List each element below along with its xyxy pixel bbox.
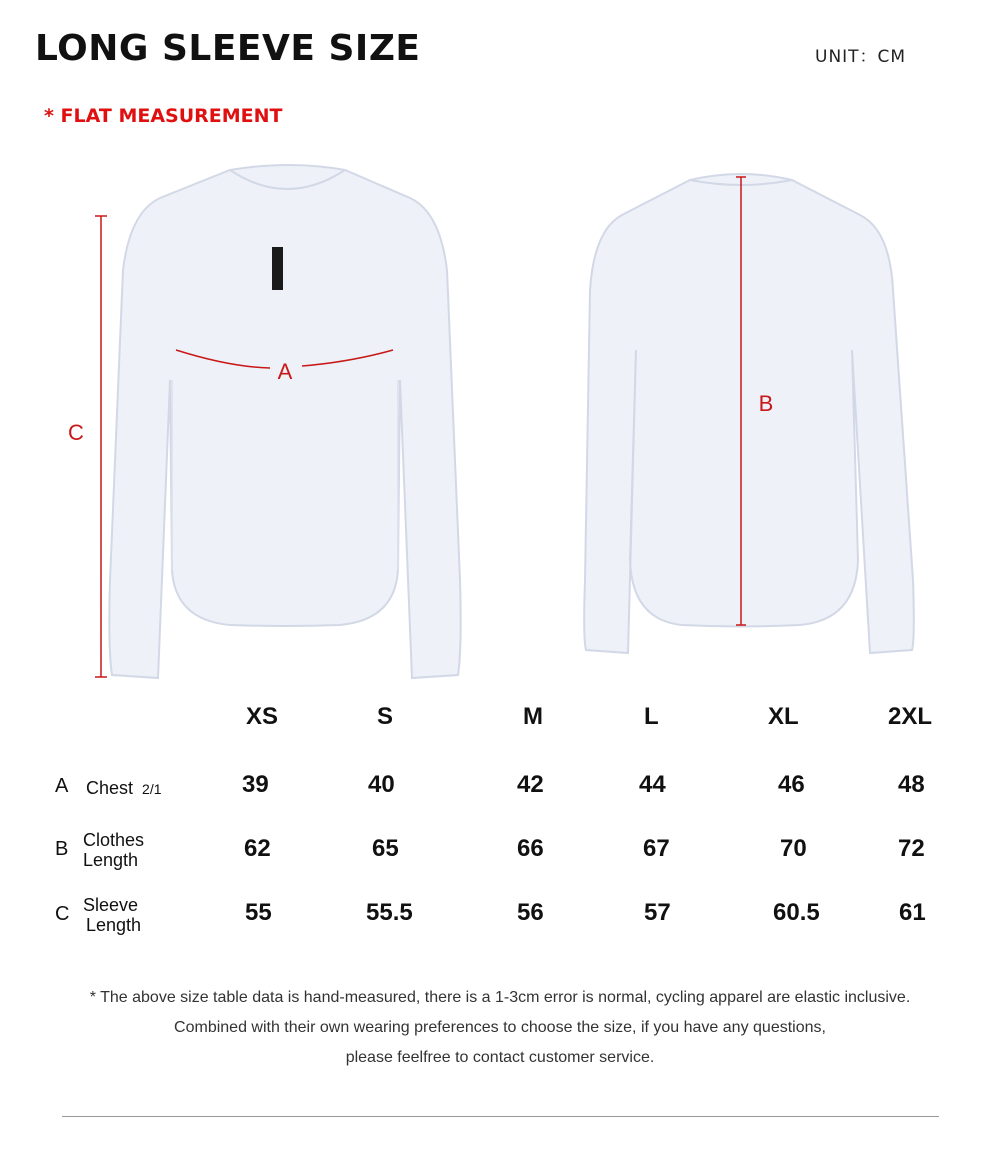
divider xyxy=(62,1116,939,1117)
size-header-l: L xyxy=(644,703,659,730)
marker-c: C xyxy=(68,420,84,445)
row-label-sleeve-line2: Length xyxy=(86,915,142,935)
row-label-chest xyxy=(86,778,162,799)
footer-note-line2: Combined with their own wearing preferences to choose the size, if you have any questions, xyxy=(174,1019,826,1036)
marker-a: A xyxy=(277,359,293,384)
table-cell: 48 xyxy=(898,771,925,798)
row-letter-c: C xyxy=(55,903,70,925)
size-header-xl: XL xyxy=(768,703,799,730)
table-cell: 66 xyxy=(517,835,544,862)
page-title: LONG SLEEVE SIZE xyxy=(35,28,421,69)
row-label-sleeve-length xyxy=(83,895,141,935)
table-cell: 46 xyxy=(778,771,805,798)
size-header-xs: XS xyxy=(246,703,279,730)
table-cell: 62 xyxy=(244,835,271,862)
table-cell: 65 xyxy=(372,835,399,862)
row-label-chest-text: Chest xyxy=(86,778,134,798)
row-label-sleeve-line1: Sleeve xyxy=(83,895,139,915)
table-cell: 44 xyxy=(639,771,666,798)
shirt-back-image xyxy=(584,174,914,653)
table-cell: 72 xyxy=(898,835,925,862)
row-label-clothes-length xyxy=(83,830,144,870)
footer-note-line3: please feelfree to contact customer service. xyxy=(345,1049,655,1066)
table-cell: 61 xyxy=(899,899,926,926)
table-cell: 39 xyxy=(242,771,269,798)
table-cell: 67 xyxy=(643,835,670,862)
table-cell: 57 xyxy=(644,899,671,926)
row-label-clothes-line2: Length xyxy=(83,850,139,870)
logo-tag xyxy=(272,247,283,290)
unit-label: UNIT：CM xyxy=(815,47,907,67)
table-cell: 40 xyxy=(368,771,395,798)
table-cell: 56 xyxy=(517,899,544,926)
shirt-front-image xyxy=(109,165,460,678)
table-cell: 42 xyxy=(517,771,544,798)
shirt-illustration xyxy=(0,150,1000,690)
row-label-chest-suffix: 2/1 xyxy=(142,781,162,797)
flat-measurement-note: * FLAT MEASUREMENT xyxy=(44,105,283,127)
row-label-clothes-line1: Clothes xyxy=(83,830,145,850)
table-cell: 55 xyxy=(245,899,272,926)
table-cell: 55.5 xyxy=(366,899,413,926)
size-header-2xl: 2XL xyxy=(888,703,933,730)
size-header-s: S xyxy=(377,703,394,730)
marker-b: B xyxy=(758,391,774,416)
row-letter-a: A xyxy=(55,775,69,797)
table-cell: 60.5 xyxy=(773,899,820,926)
row-letter-b: B xyxy=(55,838,69,860)
size-header-m: M xyxy=(523,703,543,730)
table-cell: 70 xyxy=(780,835,807,862)
footer-note-line1: * The above size table data is hand-measured, there is a 1-3cm error is normal, cycling apparel are elastic inclusive. xyxy=(89,989,911,1006)
